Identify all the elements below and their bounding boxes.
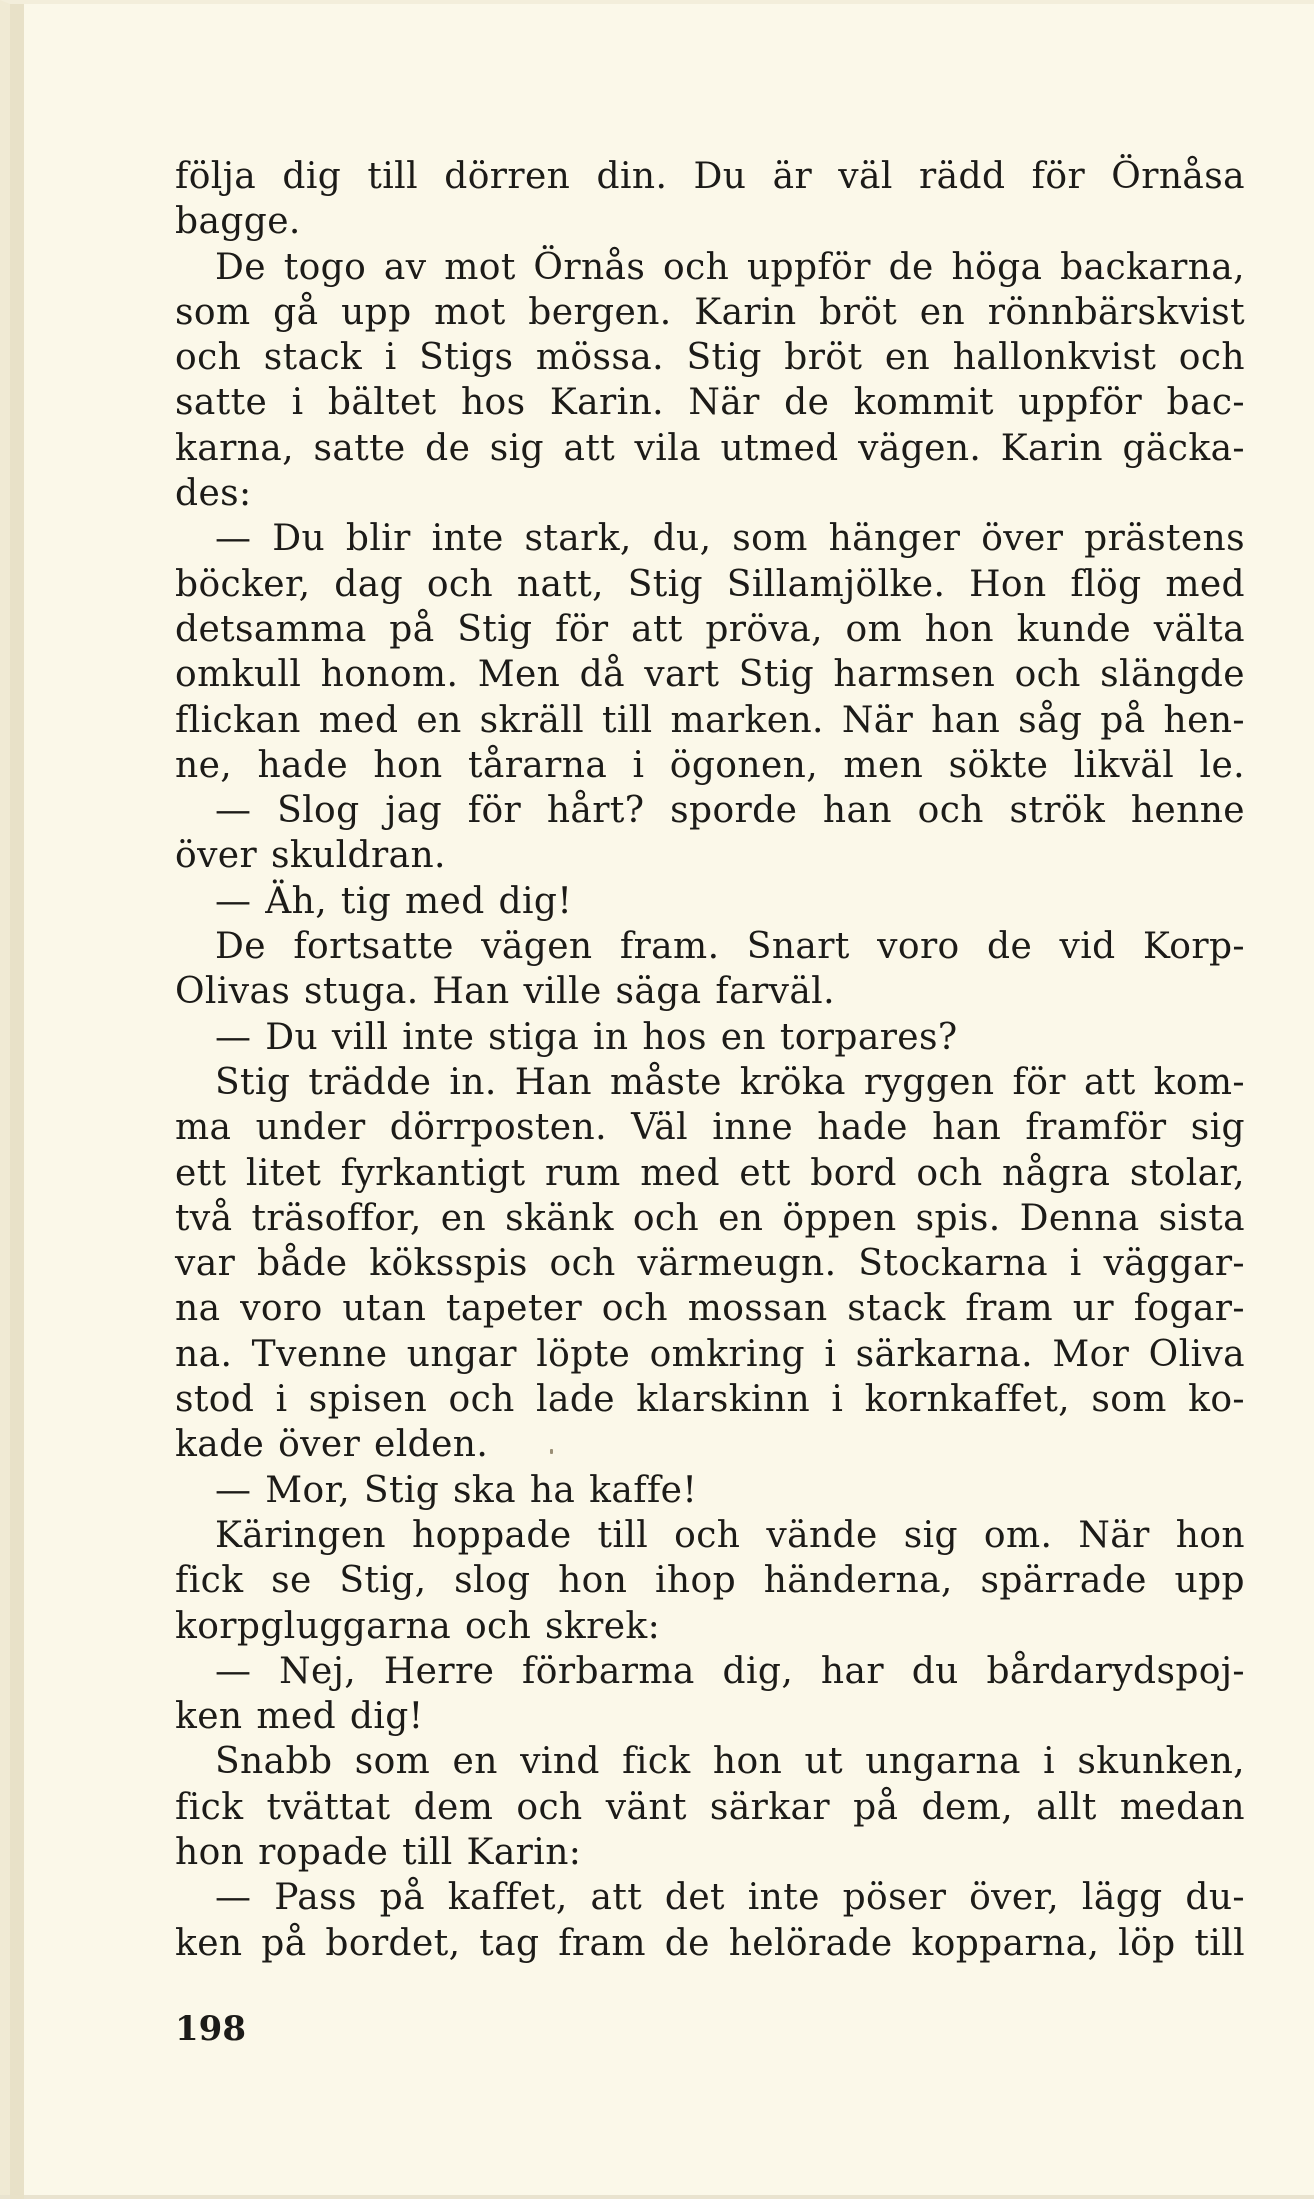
- text-line: och stack i Stigs mössa. Stig bröt en hallonkvist och: [175, 337, 1245, 379]
- text-line: — Du blir inte stark, du, som hänger över prästens: [215, 518, 1245, 560]
- text-line: hon ropade till Karin:: [175, 1831, 582, 1873]
- text-line: De togo av mot Örnås och uppför de höga backarna,: [215, 246, 1245, 288]
- page-number: 198: [175, 2009, 246, 2049]
- text-line: omkull honom. Men då vart Stig harmsen och slängde: [175, 654, 1245, 696]
- text-line: böcker, dag och natt, Stig Sillamjölke. Hon flög med: [175, 563, 1245, 605]
- text-line: ken med dig!: [175, 1696, 424, 1738]
- text-line: De fortsatte vägen fram. Snart voro de vid Korp-: [215, 926, 1245, 968]
- text-line: ett litet fyrkantigt rum med ett bord och några stolar,: [175, 1152, 1245, 1194]
- text-line: Käringen hoppade till och vände sig om. När hon: [215, 1514, 1245, 1556]
- text-line: följa dig till dörren din. Du är väl rädd för Örnåsa: [175, 156, 1245, 197]
- text-line: ne, hade hon tårarna i ögonen, men sökte likväl le.: [175, 744, 1245, 786]
- text-line: des:: [175, 473, 252, 515]
- text-line: bagge.: [175, 201, 301, 243]
- text-line: detsamma på Stig för att pröva, om hon kunde välta: [175, 608, 1245, 650]
- text-line: — Mor, Stig ska ha kaffe!: [215, 1469, 698, 1511]
- text-line: — Du vill inte stiga in hos en torpares?: [215, 1016, 958, 1058]
- text-line: karna, satte de sig att vila utmed vägen. Karin gäcka-: [175, 427, 1245, 469]
- body-text: [175, 154, 1245, 1966]
- text-line: flickan med en skräll till marken. När han såg på hen-: [175, 699, 1245, 741]
- text-line: Stig trädde in. Han måste kröka ryggen för att kom-: [215, 1061, 1245, 1103]
- text-line: — Slog jag för hårt? sporde han och strök henne: [215, 790, 1245, 832]
- text-line: två träsoffor, en skänk och en öppen spis. Denna sista: [175, 1197, 1245, 1239]
- text-line: — Äh, tig med dig!: [215, 880, 573, 922]
- print-speck: [550, 1449, 553, 1454]
- text-line: na voro utan tapeter och mossan stack fram ur fogar-: [175, 1288, 1245, 1330]
- text-line: stod i spisen och lade klarskinn i kornkaffet, som ko-: [175, 1379, 1245, 1421]
- text-line: över skuldran.: [175, 835, 446, 877]
- text-line: na. Tvenne ungar löpte omkring i särkarna. Mor Oliva: [175, 1333, 1245, 1375]
- text-line: kade över elden.: [175, 1424, 489, 1466]
- text-line: ken på bordet, tag fram de helörade kopparna, löp till: [175, 1922, 1245, 1964]
- page-edge-shadow: [10, 4, 24, 2199]
- text-line: — Pass på kaffet, att det inte pöser över, lägg du-: [215, 1877, 1245, 1919]
- text-line: som gå upp mot bergen. Karin bröt en rönnbärskvist: [175, 291, 1245, 333]
- text-line: fick tvättat dem och vänt särkar på dem, allt medan: [175, 1786, 1245, 1828]
- text-line: Snabb som en vind fick hon ut ungarna i skunken,: [215, 1741, 1245, 1783]
- text-line: Olivas stuga. Han ville säga farväl.: [175, 971, 835, 1013]
- text-line: var både köksspis och värmeugn. Stockarna i väggar-: [175, 1243, 1245, 1285]
- text-line: korpgluggarna och skrek:: [175, 1605, 661, 1647]
- text-line: ma under dörrposten. Väl inne hade han framför sig: [175, 1107, 1245, 1149]
- text-line: — Nej, Herre förbarma dig, har du bårdarydspoj-: [215, 1650, 1245, 1692]
- text-line: fick se Stig, slog hon ihop händerna, spärrade upp: [175, 1560, 1245, 1602]
- text-line: satte i bältet hos Karin. När de kommit uppför bac-: [175, 382, 1245, 424]
